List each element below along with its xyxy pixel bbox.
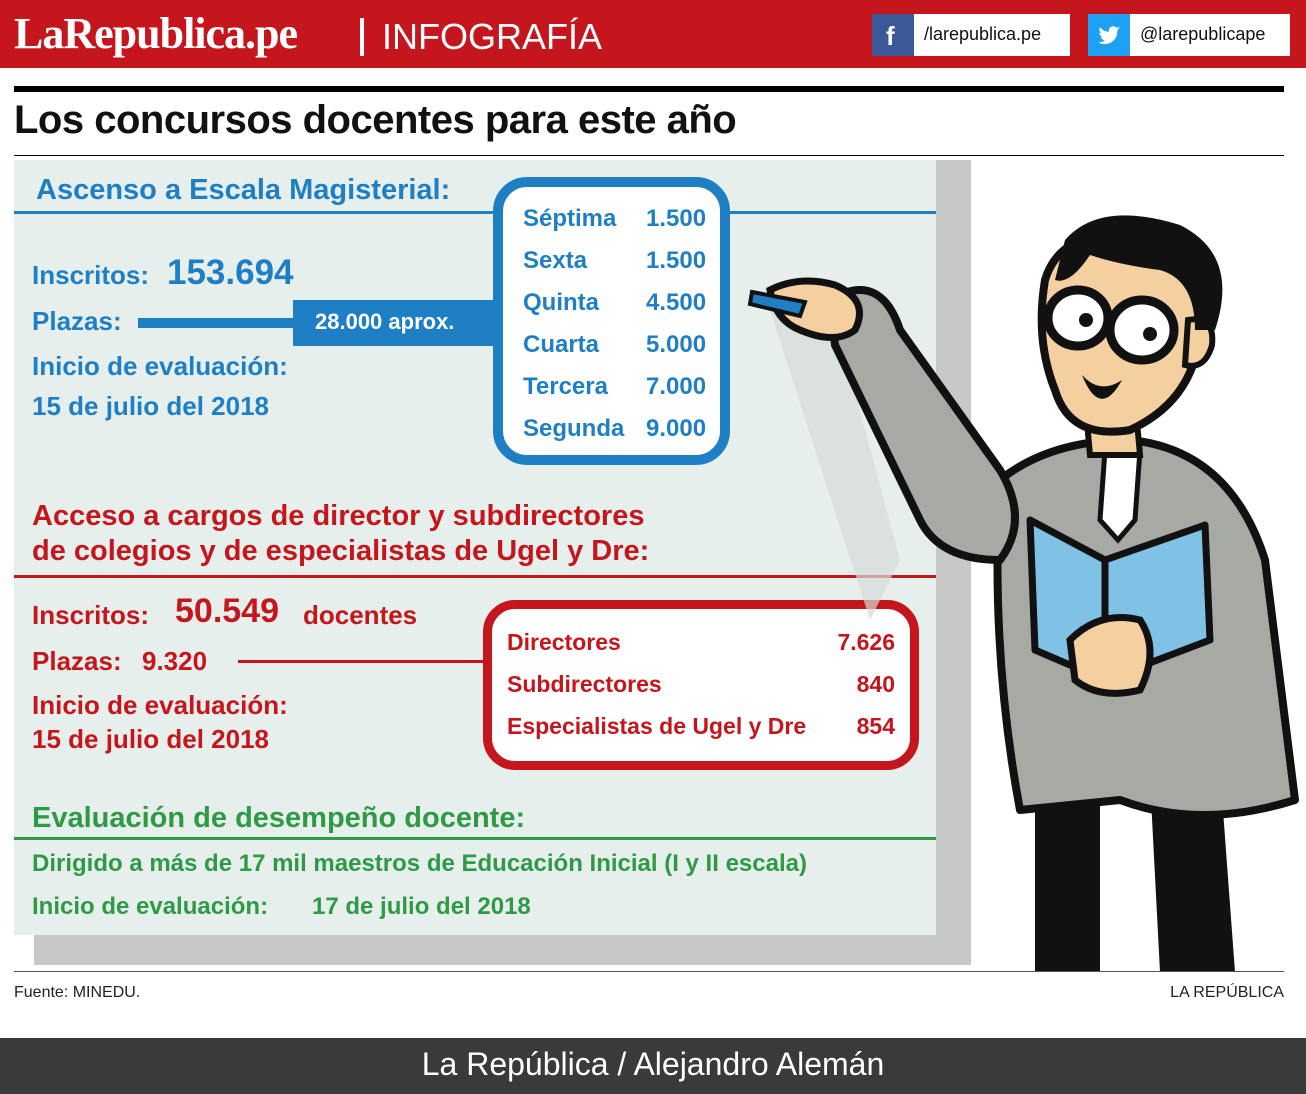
title-rule-bottom bbox=[14, 155, 1284, 156]
cargo-value: 840 bbox=[856, 671, 895, 697]
footer-rule bbox=[14, 971, 1284, 972]
logo[interactable]: LaRepublica.pe bbox=[14, 9, 298, 58]
acceso-plazas-label: Plazas: bbox=[32, 646, 122, 676]
escala-value: 1.500 bbox=[646, 205, 707, 232]
acceso-inscritos-value: 50.549 bbox=[175, 592, 279, 630]
escala-name: Cuarta bbox=[523, 331, 600, 358]
escala-value: 4.500 bbox=[646, 289, 707, 316]
acceso-plazas-line bbox=[238, 660, 486, 663]
credit-text: La República / Alejandro Alemán bbox=[421, 1046, 885, 1082]
desempeno-line1: Dirigido a más de 17 mil maestros de Educación Inicial (I y II escala) bbox=[32, 850, 807, 877]
cargo-value: 854 bbox=[856, 713, 895, 739]
ascenso-inscritos-value: 153.694 bbox=[167, 253, 294, 292]
acceso-inscritos-label: Inscritos: bbox=[32, 600, 150, 630]
escala-name: Quinta bbox=[523, 289, 599, 316]
header-separator bbox=[360, 18, 364, 56]
escala-name: Sexta bbox=[523, 247, 588, 274]
teacher-illustration bbox=[720, 160, 1306, 972]
escala-name: Segunda bbox=[523, 415, 625, 442]
ascenso-inscritos-label: Inscritos: bbox=[32, 260, 150, 290]
ascenso-plazas-value: 28.000 aprox. bbox=[315, 309, 455, 334]
acceso-heading-line1: Acceso a cargos de director y subdirectores bbox=[32, 500, 645, 532]
ascenso-heading: Ascenso a Escala Magisterial: bbox=[36, 174, 451, 206]
desempeno-inicio-label: Inicio de evaluación: bbox=[32, 893, 269, 920]
twitter-handle: @larepublicape bbox=[1140, 24, 1266, 44]
page-title: Los concursos docentes para este año bbox=[14, 98, 737, 142]
facebook-link[interactable] bbox=[872, 14, 1070, 56]
acceso-heading-line2: de colegios y de especialistas de Ugel y Dre: bbox=[32, 535, 650, 567]
ascenso-plazas-label: Plazas: bbox=[32, 306, 122, 336]
ascenso-inicio-date: 15 de julio del 2018 bbox=[32, 391, 269, 421]
facebook-handle: /larepublica.pe bbox=[924, 24, 1042, 44]
desempeno-heading: Evaluación de desempeño docente: bbox=[32, 802, 526, 834]
escalas-box bbox=[493, 177, 730, 465]
escala-value: 1.500 bbox=[646, 247, 707, 274]
acceso-inicio-date: 15 de julio del 2018 bbox=[32, 724, 269, 754]
cargo-value: 7.626 bbox=[837, 629, 895, 655]
section-label: INFOGRAFÍA bbox=[382, 16, 603, 57]
acceso-plazas-value: 9.320 bbox=[142, 646, 208, 676]
escala-name: Séptima bbox=[523, 205, 617, 232]
escala-value: 5.000 bbox=[646, 331, 707, 358]
facebook-icon bbox=[872, 14, 914, 56]
ascenso-plazas-line bbox=[138, 318, 298, 328]
escala-value: 9.000 bbox=[646, 415, 707, 442]
footer-brand: LA REPÚBLICA bbox=[1170, 984, 1284, 1001]
cargo-name: Especialistas de Ugel y Dre bbox=[507, 713, 807, 739]
acceso-inicio-label: Inicio de evaluación: bbox=[32, 690, 288, 720]
desempeno-inicio-date: 17 de julio del 2018 bbox=[312, 893, 531, 920]
escala-name: Tercera bbox=[523, 373, 608, 400]
cargo-name: Directores bbox=[507, 629, 621, 655]
twitter-link[interactable] bbox=[1088, 14, 1290, 56]
cargo-name: Subdirectores bbox=[507, 671, 662, 697]
source-note: Fuente: MINEDU. bbox=[14, 984, 141, 1001]
twitter-icon bbox=[1088, 14, 1130, 56]
acceso-inscritos-unit: docentes bbox=[303, 600, 418, 630]
svg-text:f: f bbox=[886, 21, 895, 51]
ascenso-inicio-label: Inicio de evaluación: bbox=[32, 351, 288, 381]
title-rule-top bbox=[14, 86, 1284, 92]
escala-value: 7.000 bbox=[646, 373, 707, 400]
